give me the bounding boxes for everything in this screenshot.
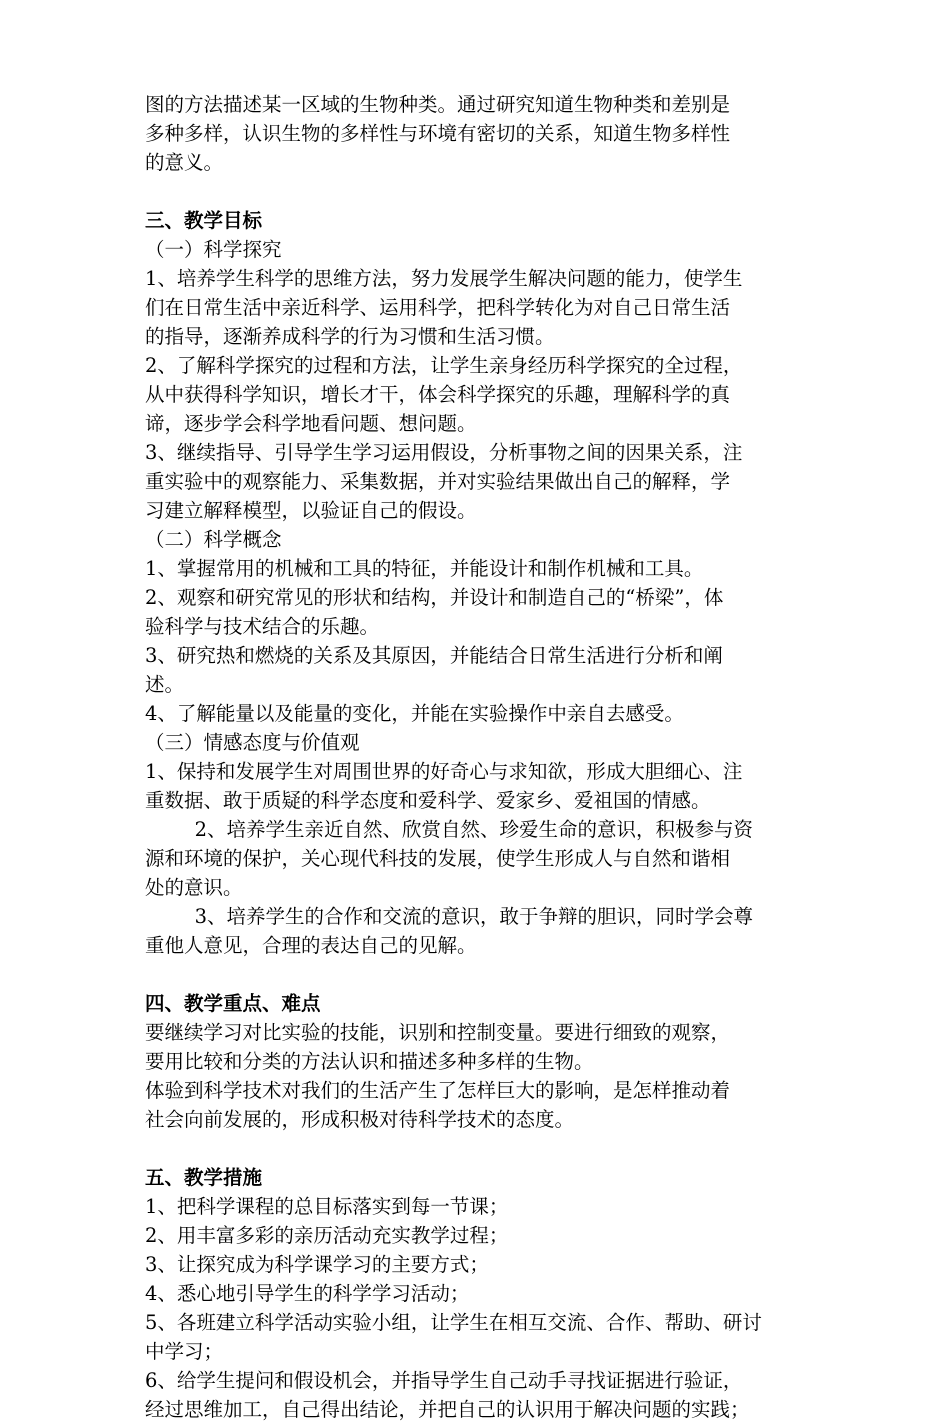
text-line: 1、保持和发展学生对周围世界的好奇心与求知欲，形成大胆细心、注 bbox=[145, 760, 743, 783]
text-line: 3、让探究成为科学课学习的主要方式； bbox=[145, 1253, 489, 1276]
text-line: （二）科学概念 bbox=[145, 528, 282, 551]
text-line: （一）科学探究 bbox=[145, 238, 282, 261]
text-line: 3、研究热和燃烧的关系及其原因，并能结合日常生活进行分析和阐 bbox=[145, 644, 723, 667]
text-line: 要继续学习对比实验的技能，识别和控制变量。要进行细致的观察， bbox=[145, 1021, 731, 1044]
text-line: 重实验中的观察能力、采集数据，并对实验结果做出自己的解释，学 bbox=[145, 470, 731, 493]
text-line: 中学习； bbox=[145, 1340, 224, 1363]
text-line: 4、悉心地引导学生的科学学习活动； bbox=[145, 1282, 470, 1305]
text-line: 们在日常生活中亲近科学、运用科学，把科学转化为对自己日常生活 bbox=[145, 296, 731, 319]
text-line: 3、培养学生的合作和交流的意识，敢于争辩的胆识，同时学会尊 bbox=[145, 905, 753, 928]
text-line: 3、继续指导、引导学生学习运用假设，分析事物之间的因果关系，注 bbox=[145, 441, 743, 464]
text-line: （三）情感态度与价值观 bbox=[145, 731, 360, 754]
text-line: 社会向前发展的，形成积极对待科学技术的态度。 bbox=[145, 1108, 575, 1131]
blank-line bbox=[145, 960, 825, 989]
document-page bbox=[145, 90, 825, 1424]
blank-line bbox=[145, 177, 825, 206]
text-line: 谛，逐步学会科学地看问题、想问题。 bbox=[145, 412, 477, 435]
blank-line bbox=[145, 1134, 825, 1163]
text-line: 重他人意见，合理的表达自己的见解。 bbox=[145, 934, 477, 957]
text-line: 5、各班建立科学活动实验小组，让学生在相互交流、合作、帮助、研讨 bbox=[145, 1311, 762, 1334]
text-line: 1、培养学生科学的思维方法，努力发展学生解决问题的能力，使学生 bbox=[145, 267, 743, 290]
text-line: 2、用丰富多彩的亲历活动充实教学过程； bbox=[145, 1224, 509, 1247]
text-line: 图的方法描述某一区域的生物种类。通过研究知道生物种类和差别是 bbox=[145, 93, 731, 116]
text-line: 体验到科学技术对我们的生活产生了怎样巨大的影响，是怎样推动着 bbox=[145, 1079, 731, 1102]
text-line: 述。 bbox=[145, 673, 185, 696]
text-line: 验科学与技术结合的乐趣。 bbox=[145, 615, 380, 638]
text-line: 1、把科学课程的总目标落实到每一节课； bbox=[145, 1195, 509, 1218]
text-line: 1、掌握常用的机械和工具的特征，并能设计和制作机械和工具。 bbox=[145, 557, 704, 580]
text-line: 重数据、敢于质疑的科学态度和爱科学、爱家乡、爱祖国的情感。 bbox=[145, 789, 711, 812]
section-heading: 四、教学重点、难点 bbox=[145, 992, 321, 1015]
text-line: 处的意识。 bbox=[145, 876, 243, 899]
text-line: 的意义。 bbox=[145, 151, 224, 174]
text-line: 的指导，逐渐养成科学的行为习惯和生活习惯。 bbox=[145, 325, 555, 348]
text-line: 从中获得科学知识，增长才干，体会科学探究的乐趣，理解科学的真 bbox=[145, 383, 731, 406]
text-line: 经过思维加工，自己得出结论，并把自己的认识用于解决问题的实践； bbox=[145, 1398, 750, 1421]
text-line: 源和环境的保护，关心现代科技的发展，使学生形成人与自然和谐相 bbox=[145, 847, 731, 870]
text-line: 要用比较和分类的方法认识和描述多种多样的生物。 bbox=[145, 1050, 594, 1073]
text-line: 2、了解科学探究的过程和方法，让学生亲身经历科学探究的全过程， bbox=[145, 354, 743, 377]
section-heading: 三、教学目标 bbox=[145, 209, 263, 232]
text-line: 习建立解释模型，以验证自己的假设。 bbox=[145, 499, 477, 522]
text-line: 多种多样，认识生物的多样性与环境有密切的关系，知道生物多样性 bbox=[145, 122, 731, 145]
text-line: 6、给学生提问和假设机会，并指导学生自己动手寻找证据进行验证， bbox=[145, 1369, 743, 1392]
text-line: 2、观察和研究常见的形状和结构，并设计和制造自己的“桥梁”，体 bbox=[145, 586, 724, 609]
section-heading: 五、教学措施 bbox=[145, 1166, 263, 1189]
text-line: 2、培养学生亲近自然、欣赏自然、珍爱生命的意识，积极参与资 bbox=[145, 818, 753, 841]
text-line: 4、了解能量以及能量的变化，并能在实验操作中亲自去感受。 bbox=[145, 702, 684, 725]
